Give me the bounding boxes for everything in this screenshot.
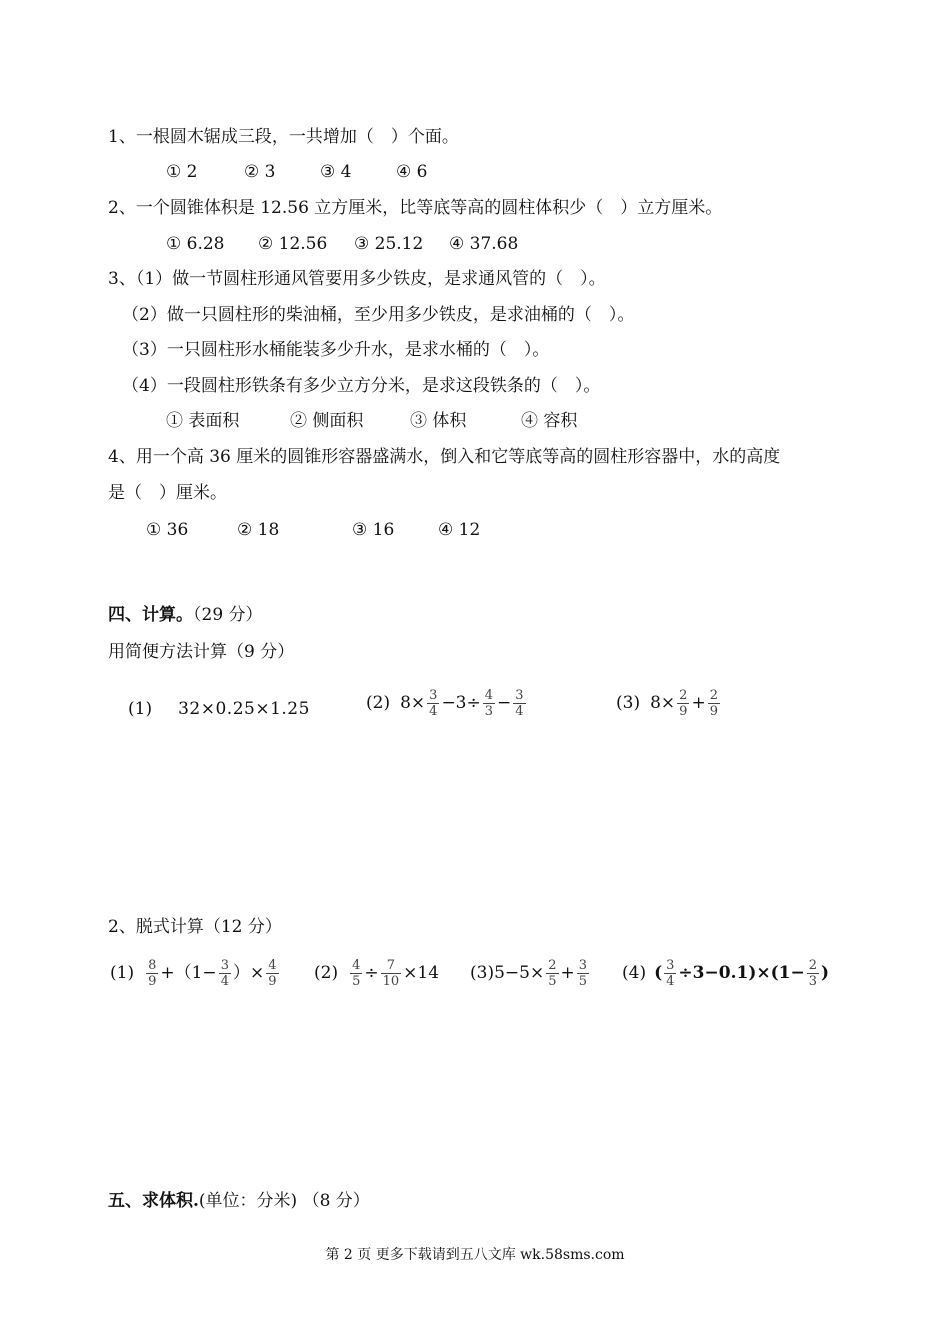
expr-part: 8× — [650, 693, 676, 713]
q1-option-3: ③ 4 — [320, 162, 352, 182]
numerator: 2 — [679, 687, 688, 703]
calc-problem-4 — [622, 950, 829, 996]
fraction — [266, 958, 278, 989]
fraction — [350, 958, 362, 989]
denominator: 9 — [679, 703, 688, 719]
numerator: 4 — [352, 957, 361, 973]
section4-part1-title: 用简便方法计算（9 分） — [108, 642, 295, 662]
q3-option-2: ② 侧面积 — [290, 411, 364, 431]
q3-sub4: （4）一段圆柱形铁条有多少立方分米，是求这段铁条的（ ）。 — [122, 376, 601, 396]
numerator: 7 — [386, 957, 396, 973]
section5-title: 五、求体积. — [108, 1191, 199, 1211]
section4-heading — [108, 604, 263, 626]
q4-option-3: ③ 16 — [352, 520, 395, 540]
expr-part: + — [691, 693, 706, 713]
denominator: 4 — [429, 703, 438, 719]
denominator: 10 — [382, 973, 400, 989]
q2-option-2: ② 12.56 — [258, 234, 328, 254]
numerator: 2 — [808, 957, 817, 973]
denominator: 3 — [808, 973, 817, 989]
fraction — [219, 958, 231, 989]
section4-title: 四、计算。 — [108, 605, 193, 625]
fraction — [483, 688, 495, 719]
expr-part: 8× — [400, 693, 426, 713]
denominator: 9 — [709, 703, 718, 719]
denominator: 5 — [352, 973, 361, 989]
q4-option-1: ① 36 — [146, 520, 189, 540]
page-footer: 第 2 页 更多下载请到五八文库 wk.58sms.com — [325, 1247, 625, 1263]
fraction — [381, 958, 402, 989]
q4-stem-line2: 是（ ）厘米。 — [108, 483, 227, 503]
problem-label: (3) — [616, 693, 641, 713]
expr-part: − — [497, 693, 512, 713]
q3-sub3: （3）一只圆柱形水桶能装多少升水，是求水桶的（ ）。 — [122, 340, 550, 360]
expr-part: ）× — [232, 963, 265, 983]
expr-part: ) — [821, 963, 830, 983]
calc-problem-2 — [314, 950, 439, 996]
fraction — [146, 958, 158, 989]
expr-part: + — [560, 963, 575, 983]
q3-option-4: ④ 容积 — [521, 411, 578, 431]
denominator: 9 — [268, 973, 277, 989]
q4-option-4: ④ 12 — [438, 520, 481, 540]
calc-problem-3 — [470, 950, 591, 996]
section5-heading — [108, 1190, 370, 1212]
problem-label: (4) — [622, 963, 647, 983]
numerator: 2 — [548, 957, 557, 973]
simplify-problem-2 — [366, 680, 528, 726]
numerator: 3 — [578, 957, 588, 973]
q2-option-1: ① 6.28 — [166, 234, 225, 254]
denominator: 5 — [578, 973, 588, 989]
q3-sub2: （2）做一只圆柱形的柴油桶，至少用多少铁皮，是求油桶的（ ）。 — [122, 305, 635, 325]
problem-expression: 32×0.25×1.25 — [178, 699, 310, 719]
denominator: 4 — [666, 973, 675, 989]
problem-label: (1) — [110, 963, 135, 983]
fraction — [577, 958, 589, 989]
expr-part: +（1− — [160, 963, 217, 983]
denominator: 4 — [220, 973, 229, 989]
fraction — [427, 688, 439, 719]
expr-part: ( — [654, 963, 663, 983]
section4-part2-title: 2、脱式计算（12 分） — [108, 917, 282, 937]
fraction — [677, 688, 689, 719]
problem-label: (2) — [314, 963, 339, 983]
denominator: 9 — [148, 973, 157, 989]
section4-score: （29 分） — [193, 605, 263, 625]
expr-part: ÷ — [364, 963, 379, 983]
problem-label: (2) — [366, 693, 391, 713]
expr-part: −3÷ — [441, 693, 481, 713]
numerator: 3 — [220, 957, 229, 973]
numerator: 3 — [429, 687, 438, 703]
q1-option-1: ① 2 — [166, 162, 198, 182]
numerator: 8 — [148, 957, 157, 973]
fraction — [513, 688, 525, 719]
numerator: 2 — [709, 687, 718, 703]
numerator: 3 — [515, 687, 524, 703]
q2-option-3: ③ 25.12 — [354, 234, 424, 254]
simplify-problem-1 — [128, 686, 310, 732]
numerator: 4 — [268, 957, 277, 973]
q1-option-4: ④ 6 — [396, 162, 428, 182]
q4-stem-line1: 4、用一个高 36 厘米的圆锥形容器盛满水，倒入和它等底等高的圆柱形容器中，水的高度 — [108, 447, 781, 467]
expr-part: ÷3−0.1)×(1− — [678, 963, 805, 983]
simplify-problem-3 — [616, 680, 722, 726]
numerator: 3 — [666, 957, 675, 973]
calc-problem-1 — [110, 950, 281, 996]
fraction — [664, 958, 676, 989]
denominator: 5 — [548, 973, 557, 989]
q2-option-4: ④ 37.68 — [449, 234, 519, 254]
q1-stem: 1、一根圆木锯成三段，一共增加（ ）个面。 — [108, 127, 459, 147]
expr-part: ×14 — [403, 963, 440, 983]
denominator: 4 — [515, 703, 524, 719]
q2-stem: 2、一个圆锥体积是 12.56 立方厘米，比等底等高的圆柱体积少（ ）立方厘米。 — [108, 198, 723, 218]
fraction — [708, 688, 720, 719]
problem-label: (3) — [470, 963, 495, 983]
fraction — [807, 958, 819, 989]
q3-option-3: ③ 体积 — [410, 411, 467, 431]
fraction — [546, 958, 558, 989]
q3-option-1: ① 表面积 — [166, 411, 240, 431]
problem-label: (1) — [128, 699, 153, 719]
denominator: 3 — [484, 703, 494, 719]
q3-stem: 3、（1）做一节圆柱形通风管要用多少铁皮，是求通风管的（ ）。 — [108, 269, 606, 289]
expr-part: 5−5× — [494, 963, 545, 983]
section5-rest: (单位：分米) （8 分） — [198, 1191, 370, 1211]
q1-option-2: ② 3 — [244, 162, 276, 182]
q4-option-2: ② 18 — [237, 520, 280, 540]
numerator: 4 — [484, 687, 494, 703]
